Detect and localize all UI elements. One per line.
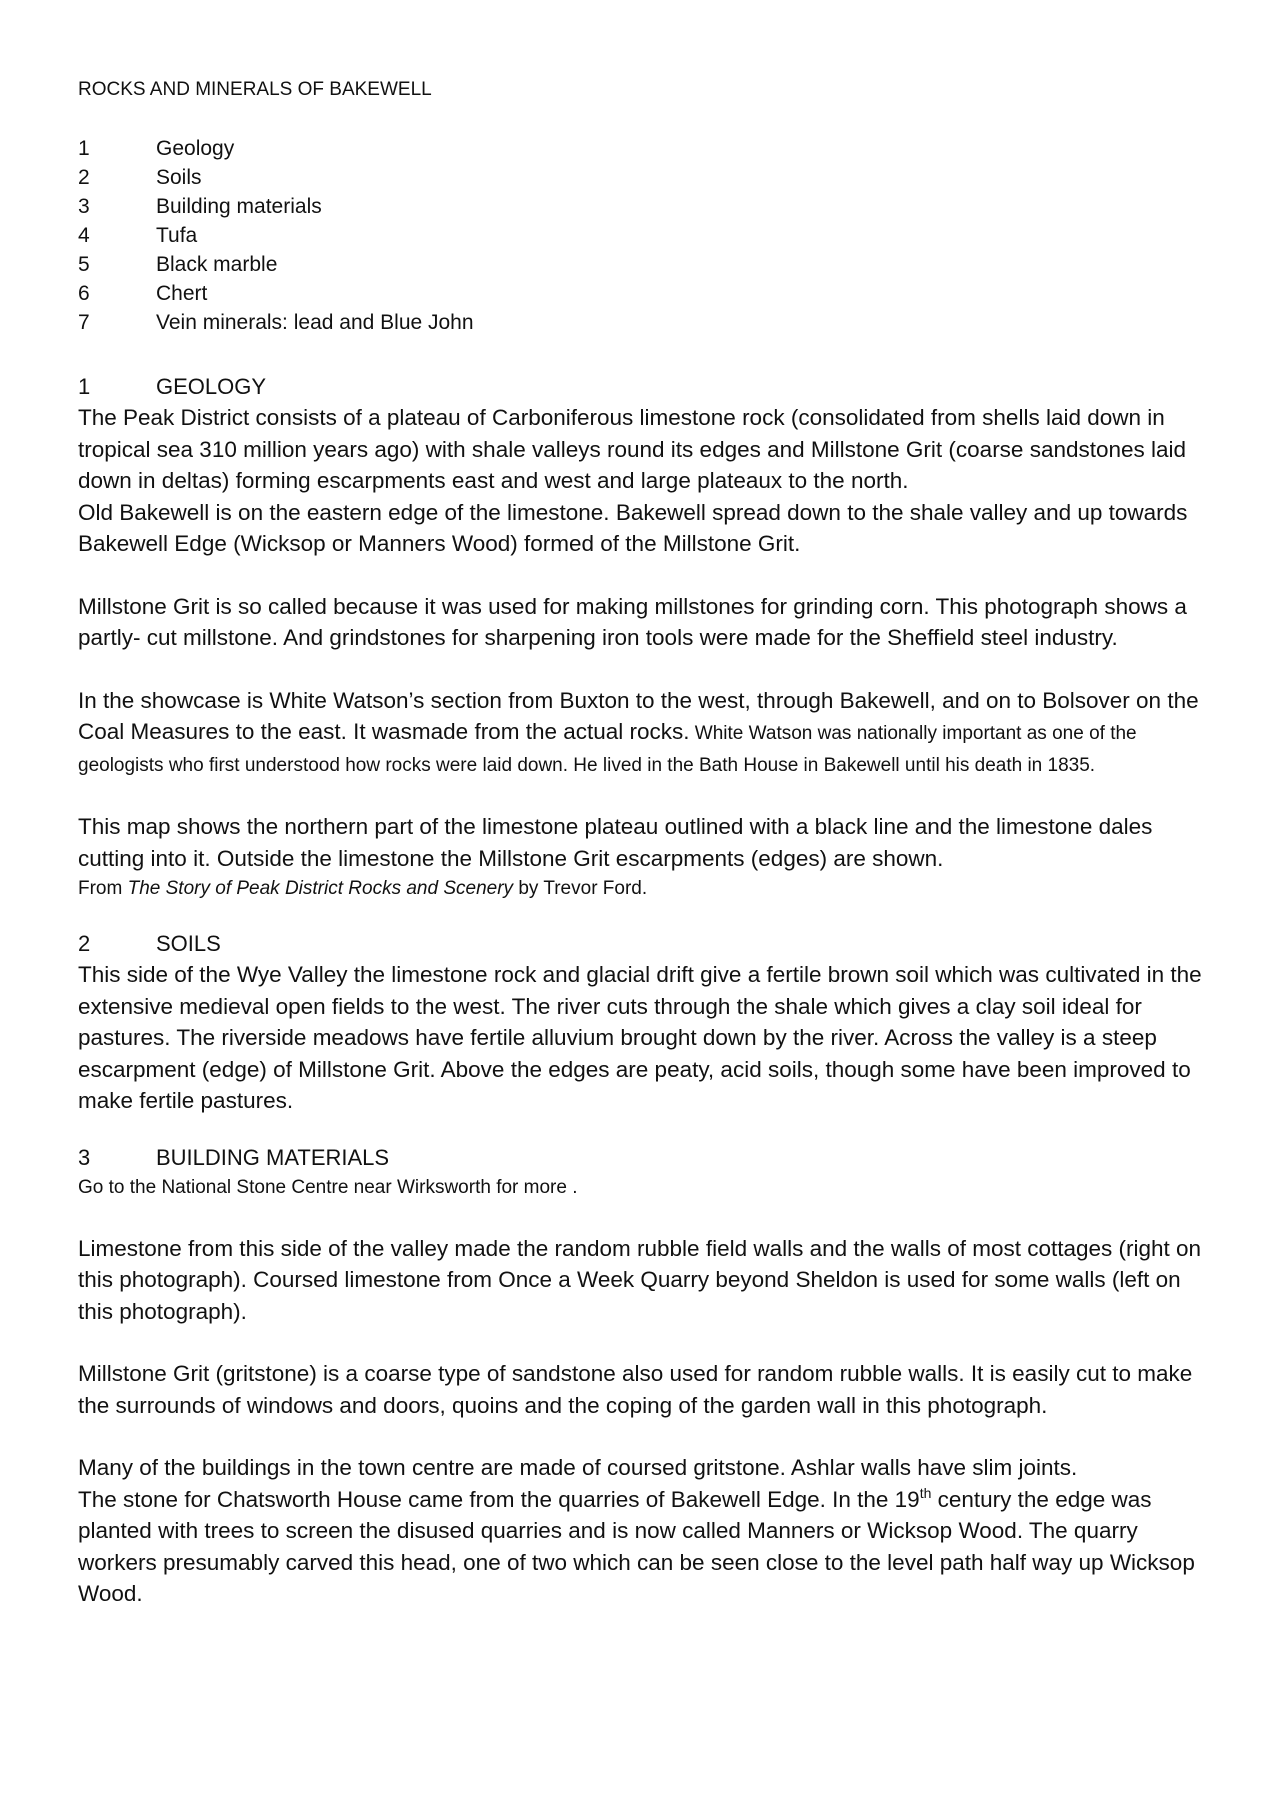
building-note: Go to the National Stone Centre near Wirksworth for more . — [78, 1176, 578, 1198]
toc-item: 2 Soils — [78, 166, 202, 189]
building-paragraph-3: Many of the buildings in the town centre are made of coursed gritstone. Ashlar walls have slim joints. — [78, 1455, 1078, 1480]
geology-paragraph-3: Millstone Grit is so called because it was used for making millstones for grinding corn. This photograph shows a partly- cut millstone. And grindstones for sharpening iron tools were made for the Sheffield steel industry. — [78, 593, 1187, 650]
geology-paragraph-5: This map shows the northern part of the limestone plateau outlined with a black line and the limestone dales cutting into it. Outside the limestone the Millstone Grit escarpments (edges) are shown. — [78, 814, 1153, 871]
toc-item: 6 Chert — [78, 282, 208, 305]
geology-paragraph-2: Old Bakewell is on the eastern edge of the limestone. Bakewell spread down to the shale valley and up towards Bakewell Edge (Wicksop or Manners Wood) formed of the Millstone Grit. — [78, 499, 1188, 556]
section-heading-building-materials: 3 BUILDING MATERIALS — [78, 1144, 390, 1170]
soils-paragraph-1: This side of the Wye Valley the limestone rock and glacial drift give a fertile brown soil which was cultivated in the extensive medieval open fields to the west. The river cuts through the shale which gives a clay soil ideal for pastures. The riverside meadows have fertile alluvium brought down by the river. Across the valley is a steep escarpment (edge) of Millstone Grit. Above the edges are peaty, acid soils, though some have been improved to make fertile pastures. — [78, 962, 1202, 1113]
toc-item: 1 Geology — [78, 137, 235, 160]
building-paragraph-1: Limestone from this side of the valley made the random rubble field walls and the walls of most cottages (right on this photograph). Coursed limestone from Once a Week Quarry beyond Sheldon is used for some walls (left on this photograph). — [78, 1235, 1202, 1324]
toc-item: 4 Tufa — [78, 224, 198, 247]
toc-item: 7 Vein minerals: lead and Blue John — [78, 311, 474, 334]
building-paragraph-2: Millstone Grit (gritstone) is a coarse type of sandstone also used for random rubble walls. It is easily cut to make the surrounds of windows and doors, quoins and the coping of the garden wall in this photograph. — [78, 1361, 1193, 1418]
toc-item: 3 Building materials — [78, 195, 322, 218]
section-heading-geology: 1 GEOLOGY — [78, 374, 267, 399]
geology-paragraph-4: In the showcase is White Watson’s section from Buxton to the west, through Bakewell, and on to Bolsover on the Coal Measures to the east. It wasmade from the actual rocks. White Watson was nationally important as one of the geologists who first understood how rocks were laid down. He lived in the Bath House in Bakewell until his death in 1835. — [78, 687, 1199, 776]
building-paragraph-4: The stone for Chatsworth House came from the quarries of Bakewell Edge. In the 19th century the edge was planted with trees to screen the disused quarries and is now called Manners or Wicksop Wood. The quarry workers presumably carved this head, one of two which can be seen close to the level path half way up Wicksop Wood. — [78, 1484, 1195, 1606]
geology-paragraph-1: The Peak District consists of a plateau of Carboniferous limestone rock (consolidated from shells laid down in tropical sea 310 million years ago) with shale valleys round its edges and Millstone Grit (coarse sandstones laid down in deltas) forming escarpments east and west and large plateaux to the north. — [78, 405, 1187, 493]
toc-item: 5 Black marble — [78, 253, 278, 276]
table-of-contents — [78, 134, 1210, 337]
document-title: ROCKS AND MINERALS OF BAKEWELL — [78, 79, 432, 100]
section-heading-soils: 2 SOILS — [78, 931, 221, 956]
document-page — [78, 78, 1210, 1610]
map-credit: From The Story of Peak District Rocks and Scenery by Trevor Ford. — [78, 878, 648, 899]
